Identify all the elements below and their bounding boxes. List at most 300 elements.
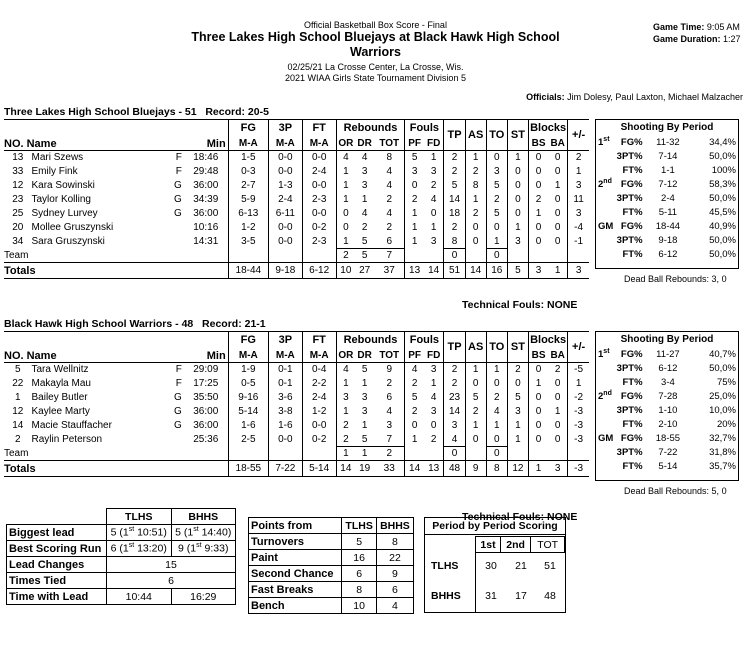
stat-fd: 4: [424, 193, 444, 207]
player-name: Raylin Peterson: [31, 434, 103, 445]
stat-dr: 1: [361, 378, 368, 389]
stat-fd: 2: [424, 433, 444, 447]
stat-pf: 1: [411, 222, 418, 233]
stat-pf: 2: [411, 194, 418, 205]
points-h1: TLHS: [342, 518, 377, 534]
stat-dr: 5: [361, 235, 368, 247]
lead-value: 15: [107, 557, 236, 573]
totals-bs: 1: [535, 463, 542, 474]
points-value-a: 6: [342, 566, 377, 582]
shooting-pct: 50,0%: [709, 362, 736, 374]
stat-pm: 3: [575, 208, 582, 219]
game-time-label: Game Time:: [653, 22, 705, 32]
shooting-pct: 31,8%: [709, 446, 736, 458]
shooting-ma: 7-22: [658, 446, 678, 458]
player-position: G: [174, 392, 182, 403]
period-tot: 48: [544, 590, 556, 602]
game-meta: [653, 21, 741, 45]
player-min: 36:00: [184, 405, 228, 419]
stat-tp: 14: [444, 193, 465, 207]
stat-pm: -2: [574, 392, 584, 403]
period-tot: 51: [544, 560, 556, 572]
shooting-period: [598, 149, 616, 163]
stat-fg: 1-2: [228, 221, 268, 235]
stat-or: 1: [343, 235, 349, 247]
lead-label: Lead Changes: [7, 557, 107, 573]
stat-to: 4: [486, 405, 507, 419]
player-position: G: [174, 208, 182, 219]
team-title: Black Hawk High School Warriors - 48: [4, 318, 194, 330]
stat-dr: 1: [361, 420, 368, 431]
stat-pf: 2: [411, 406, 418, 417]
player-row: [4, 377, 589, 391]
shooting-period: [598, 247, 616, 261]
totals-to: 8: [486, 461, 507, 477]
stat-or: 4: [343, 364, 349, 376]
stat-bs: 0: [535, 166, 542, 177]
stat-ba: 1: [548, 179, 568, 193]
player-position: G: [174, 194, 182, 205]
totals-label: Totals: [4, 462, 36, 475]
officials-label: Officials:: [526, 92, 565, 102]
stat-tp: 2: [444, 151, 465, 165]
player-number: 1: [14, 392, 21, 403]
period-p1: 30: [485, 560, 497, 572]
col-tot: TOT: [374, 349, 405, 363]
team-title: Three Lakes High School Bluejays - 51: [4, 106, 197, 118]
shooting-label: FT%: [622, 164, 643, 176]
totals-dr: 27: [359, 265, 371, 276]
stat-bs: 0: [535, 420, 542, 431]
period-h3: TOT: [531, 537, 565, 553]
stat-tp3: 0-0: [268, 433, 302, 447]
stat-or: 1: [343, 166, 349, 177]
player-number: 33: [12, 166, 24, 177]
lead-row: [7, 525, 236, 541]
shooting-ma: 2-4: [661, 192, 675, 204]
stat-tot: 2: [374, 377, 405, 391]
col-dr: DR: [357, 137, 372, 149]
totals-as: 14: [465, 263, 486, 279]
team-record: Record: 20-5: [205, 106, 269, 118]
stat-to: 3: [486, 165, 507, 179]
stat-ft: 0-0: [302, 207, 336, 221]
shooting-period: [598, 445, 616, 459]
stat-to: 1: [486, 419, 507, 433]
col-ft: FT: [302, 120, 336, 137]
shooting-period: [598, 459, 616, 473]
stat-st: 1: [507, 221, 528, 235]
team-dr: 1: [355, 447, 374, 461]
shooting-ma: 5-14: [658, 460, 678, 472]
totals-min: [184, 263, 228, 279]
shooting-row: [598, 247, 738, 261]
totals-dr: 19: [359, 463, 371, 474]
stat-fg: 3-5: [228, 235, 268, 249]
shooting-row: [598, 389, 738, 403]
lead-table: [6, 508, 236, 605]
shooting-row: [598, 347, 738, 361]
lead-row: [7, 557, 236, 573]
stat-tp3: 3-6: [268, 391, 302, 405]
lead-row: [7, 573, 236, 589]
lead-row: [7, 589, 236, 605]
shooting-label: FG%: [620, 432, 643, 444]
player-name: Mollee Gruszynski: [31, 222, 114, 233]
points-label: Turnovers: [249, 534, 342, 550]
stat-as: 1: [465, 193, 486, 207]
col-3p: 3P: [268, 332, 302, 349]
shooting-row: [598, 177, 738, 191]
lead-label: Biggest lead: [7, 525, 107, 541]
player-min: 25:36: [184, 433, 228, 447]
col-tp: TP: [444, 332, 465, 363]
stat-fg: 5-14: [228, 405, 268, 419]
team-label: Team: [4, 249, 29, 261]
shooting-period: 1st: [598, 347, 610, 361]
totals-tp3: 9-18: [268, 263, 302, 279]
points-row: [249, 534, 414, 550]
stat-fd: 2: [424, 179, 444, 193]
stat-to: 0: [486, 151, 507, 165]
totals-fg: 18-44: [228, 263, 268, 279]
stat-to: 2: [486, 391, 507, 405]
venue: 02/25/21 La Crosse Center, La Crosse, Wis.: [287, 62, 464, 72]
team-to: 0: [486, 249, 507, 263]
shooting-pct: 10,0%: [709, 404, 736, 416]
col-bs: BS: [531, 137, 546, 149]
team-row: [4, 249, 589, 263]
team-tot: 7: [374, 249, 405, 263]
player-number: 20: [12, 222, 24, 233]
totals-pm: -3: [574, 463, 584, 474]
shooting-ma: 5-11: [658, 206, 678, 218]
shooting-table: [598, 347, 738, 473]
stat-fg: 2-7: [228, 179, 268, 193]
shooting-period: 2nd: [598, 177, 612, 191]
stat-pm: 1: [575, 378, 582, 389]
stat-or: 3: [343, 392, 349, 403]
stat-dr: 3: [361, 392, 368, 403]
shooting-pct: 40,7%: [709, 348, 736, 360]
col-rebounds: Rebounds: [336, 120, 405, 137]
stat-ft: 1-2: [302, 405, 336, 419]
stat-ft: 2-3: [302, 235, 336, 249]
player-position: G: [174, 420, 182, 431]
shooting-label: FG%: [620, 348, 643, 360]
shooting-ma: 6-12: [658, 248, 678, 260]
points-label: Fast Breaks: [249, 582, 342, 598]
shooting-row: [598, 361, 738, 375]
shooting-row: [598, 417, 738, 431]
stat-to: 0: [486, 221, 507, 235]
player-number: 23: [12, 194, 24, 205]
totals-pm: 3: [575, 265, 582, 276]
shooting-ma: 11-32: [656, 136, 680, 148]
stat-tp: 3: [444, 419, 465, 433]
stat-dr: 4: [361, 208, 368, 219]
totals-row: [4, 263, 589, 279]
shooting-row: [598, 163, 738, 177]
shooting-row: [598, 191, 738, 205]
col-pf: PF: [408, 349, 421, 361]
shooting-label: FT%: [622, 418, 643, 430]
stat-fg: 5-9: [228, 193, 268, 207]
shooting-ma: 7-14: [658, 150, 678, 162]
period-team: TLHS: [431, 560, 459, 572]
player-min: 18:46: [184, 151, 228, 165]
stat-bs: 0: [535, 180, 542, 191]
shooting-ma: 1-10: [658, 404, 678, 416]
player-number: 22: [12, 378, 24, 389]
shooting-pct: 32,7%: [709, 432, 736, 444]
shooting-ma: 2-10: [658, 418, 678, 430]
player-position: G: [174, 406, 182, 417]
totals-as: 9: [465, 461, 486, 477]
team-dr: 5: [355, 249, 374, 263]
col-3p-ma: M-A: [268, 137, 302, 151]
player-name: Kara Sowinski: [31, 180, 95, 191]
lead-value: 6: [107, 573, 236, 589]
team-label: Team: [4, 447, 29, 459]
stat-fd: 0: [424, 207, 444, 221]
stat-pm: -1: [574, 236, 584, 247]
lead-h1: TLHS: [107, 509, 172, 525]
col-plus-minus: +/-: [572, 341, 586, 353]
shooting-title: Shooting By Period: [620, 334, 714, 345]
totals-fd: 13: [424, 461, 444, 477]
player-row: [4, 193, 589, 207]
stat-or: 4: [343, 152, 349, 164]
lead-label: Time with Lead: [7, 589, 107, 605]
shooting-period: [598, 375, 616, 389]
stat-ft: 0-2: [302, 221, 336, 235]
points-value-b: 4: [376, 598, 413, 614]
shooting-label: 3PT%: [616, 446, 643, 458]
shooting-row: [598, 431, 738, 445]
totals-ba: 3: [548, 461, 568, 477]
stat-tp: 2: [444, 165, 465, 179]
player-row: [4, 433, 589, 447]
lead-value-b: 16:29: [171, 589, 236, 605]
stat-as: 0: [465, 377, 486, 391]
totals-pf: 13: [409, 265, 421, 276]
col-as: AS: [465, 120, 486, 151]
points-value-b: 8: [376, 534, 413, 550]
stat-pm: -3: [574, 434, 584, 445]
shooting-row: [598, 403, 738, 417]
col-ba: BA: [548, 137, 568, 151]
technical-fouls: Technical Fouls: NONE: [462, 511, 578, 523]
event: 2021 WIAA Girls State Tournament Division 5: [285, 73, 466, 83]
stat-or: 1: [343, 194, 349, 205]
col-fg: FG: [228, 332, 268, 349]
stat-fg: 6-13: [228, 207, 268, 221]
stat-to: 5: [486, 207, 507, 221]
shooting-row: [598, 219, 738, 233]
points-label: Bench: [249, 598, 342, 614]
stat-bs: 0: [535, 236, 542, 247]
shooting-pct: 50,0%: [709, 234, 736, 246]
stat-tp: 2: [444, 221, 465, 235]
stat-tp: 8: [444, 235, 465, 249]
stat-st: 0: [507, 207, 528, 221]
stat-pf: 5: [411, 392, 418, 403]
stat-or: 1: [343, 378, 349, 389]
stat-bs: 0: [535, 222, 542, 233]
team-record: Record: 21-1: [202, 318, 266, 330]
col-3p-ma: M-A: [268, 349, 302, 363]
stat-st: 1: [507, 433, 528, 447]
col-ba: BA: [548, 349, 568, 363]
stat-dr: 3: [361, 406, 368, 417]
duration-label: Game Duration:: [653, 34, 721, 44]
period-p2: 17: [515, 590, 527, 602]
team-tp: 0: [444, 249, 465, 263]
shooting-label: FT%: [622, 206, 643, 218]
stat-dr: 3: [361, 166, 368, 177]
col-min: Min: [184, 332, 228, 363]
shooting-label: FT%: [622, 376, 643, 388]
totals-ft: 6-12: [302, 263, 336, 279]
player-name: Macie Stauffacher: [31, 420, 112, 431]
player-row: [4, 391, 589, 405]
player-min: 36:00: [184, 179, 228, 193]
stat-ba: 0: [548, 235, 568, 249]
stat-tot: 4: [374, 179, 405, 193]
shooting-ma: 7-12: [658, 178, 678, 190]
stat-bs: 0: [535, 364, 542, 376]
stat-or: 0: [343, 208, 349, 219]
stat-tp: 5: [444, 179, 465, 193]
stat-st: 3: [507, 405, 528, 419]
stat-ft: 2-2: [302, 377, 336, 391]
points-value-b: 22: [376, 550, 413, 566]
stat-fd: 3: [424, 165, 444, 179]
col-tot: TOT: [374, 137, 405, 151]
stat-bs: 0: [535, 406, 542, 417]
player-min: 36:00: [184, 207, 228, 221]
shooting-label: FG%: [620, 178, 643, 190]
stat-or: 1: [343, 406, 349, 417]
points-h0: Points from: [249, 518, 342, 534]
player-number: 12: [12, 180, 24, 191]
player-min: 17:25: [184, 377, 228, 391]
player-row: [4, 363, 589, 377]
period-scoring-table: [475, 536, 565, 553]
player-name: Tara Wellnitz: [31, 364, 89, 376]
stat-ft: 2-4: [302, 391, 336, 405]
shooting-pct: 34,4%: [709, 136, 736, 148]
stat-pf: 3: [411, 166, 418, 177]
stat-fg: 0-3: [228, 165, 268, 179]
shooting-label: FG%: [620, 220, 643, 232]
lead-value-a: 10:44: [107, 589, 172, 605]
stat-tp: 2: [444, 377, 465, 391]
shooting-ma: 7-28: [658, 390, 678, 402]
player-number: 34: [12, 236, 24, 247]
player-name: Mari Szews: [31, 152, 84, 164]
player-position: G: [174, 180, 182, 191]
stat-pf: 1: [411, 236, 418, 247]
shooting-pct: 40,9%: [709, 220, 736, 232]
stat-fg: 1-9: [228, 363, 268, 377]
stat-fd: 3: [424, 235, 444, 249]
player-position: F: [175, 166, 182, 177]
stat-as: 0: [465, 235, 486, 249]
dead-ball-rebounds: Dead Ball Rebounds: 5, 0: [624, 486, 727, 496]
col-or: OR: [338, 349, 354, 361]
stat-as: 1: [465, 419, 486, 433]
stat-tp: 4: [444, 433, 465, 447]
stat-tp3: 0-0: [268, 151, 302, 165]
totals-to: 16: [486, 263, 507, 279]
period-p2: 21: [515, 560, 527, 572]
player-name: Sara Gruszynski: [31, 236, 105, 247]
totals-or: 14: [340, 463, 352, 474]
stat-tot: 4: [374, 207, 405, 221]
stat-ba: 0: [548, 193, 568, 207]
col-as: AS: [465, 332, 486, 363]
stat-tot: 7: [374, 433, 405, 447]
stat-as: 5: [465, 391, 486, 405]
stat-ft: 0-0: [302, 419, 336, 433]
lead-row: [7, 541, 236, 557]
team-header: [4, 318, 266, 330]
shooting-row: [598, 135, 738, 149]
stat-tp3: 6-11: [268, 207, 302, 221]
points-value-b: 9: [376, 566, 413, 582]
stat-bs: 0: [535, 434, 542, 445]
points-value-a: 16: [342, 550, 377, 566]
shooting-pct: 50,0%: [709, 248, 736, 260]
col-3p: 3P: [268, 120, 302, 137]
shooting-label: FT%: [622, 248, 643, 260]
stat-ft: 0-2: [302, 433, 336, 447]
totals-row: [4, 461, 589, 477]
totals-fg: 18-55: [228, 461, 268, 477]
stat-bs: 1: [535, 378, 542, 389]
game-title: Three Lakes High School Bluejays at Black Hawk High School: [191, 30, 560, 44]
player-number: 12: [12, 406, 24, 417]
period-scoring-title: Period by Period Scoring: [425, 518, 565, 535]
col-st: ST: [507, 120, 528, 151]
stat-bs: 0: [535, 392, 542, 403]
shooting-label: 3PT%: [616, 362, 643, 374]
stat-ft: 0-0: [302, 151, 336, 165]
stat-ba: 0: [548, 391, 568, 405]
shooting-row: [598, 233, 738, 247]
stat-dr: 3: [361, 180, 368, 191]
shooting-label: 3PT%: [616, 150, 643, 162]
shooting-row: [598, 375, 738, 389]
shooting-by-period: [595, 331, 739, 481]
col-fg-ma: M-A: [228, 137, 268, 151]
col-fg: FG: [228, 120, 268, 137]
shooting-pct: 100%: [711, 164, 736, 176]
shooting-period: [598, 403, 616, 417]
shooting-pct: 20%: [716, 418, 736, 430]
stat-ft: 0-4: [302, 363, 336, 377]
col-min: Min: [184, 120, 228, 151]
shooting-period: [598, 417, 616, 431]
col-ft-ma: M-A: [302, 137, 336, 151]
shooting-period: 2nd: [598, 389, 612, 403]
stat-tot: 3: [374, 419, 405, 433]
stat-ba: 0: [548, 207, 568, 221]
stat-pm: 11: [573, 194, 584, 205]
stat-tot: 8: [374, 151, 405, 165]
